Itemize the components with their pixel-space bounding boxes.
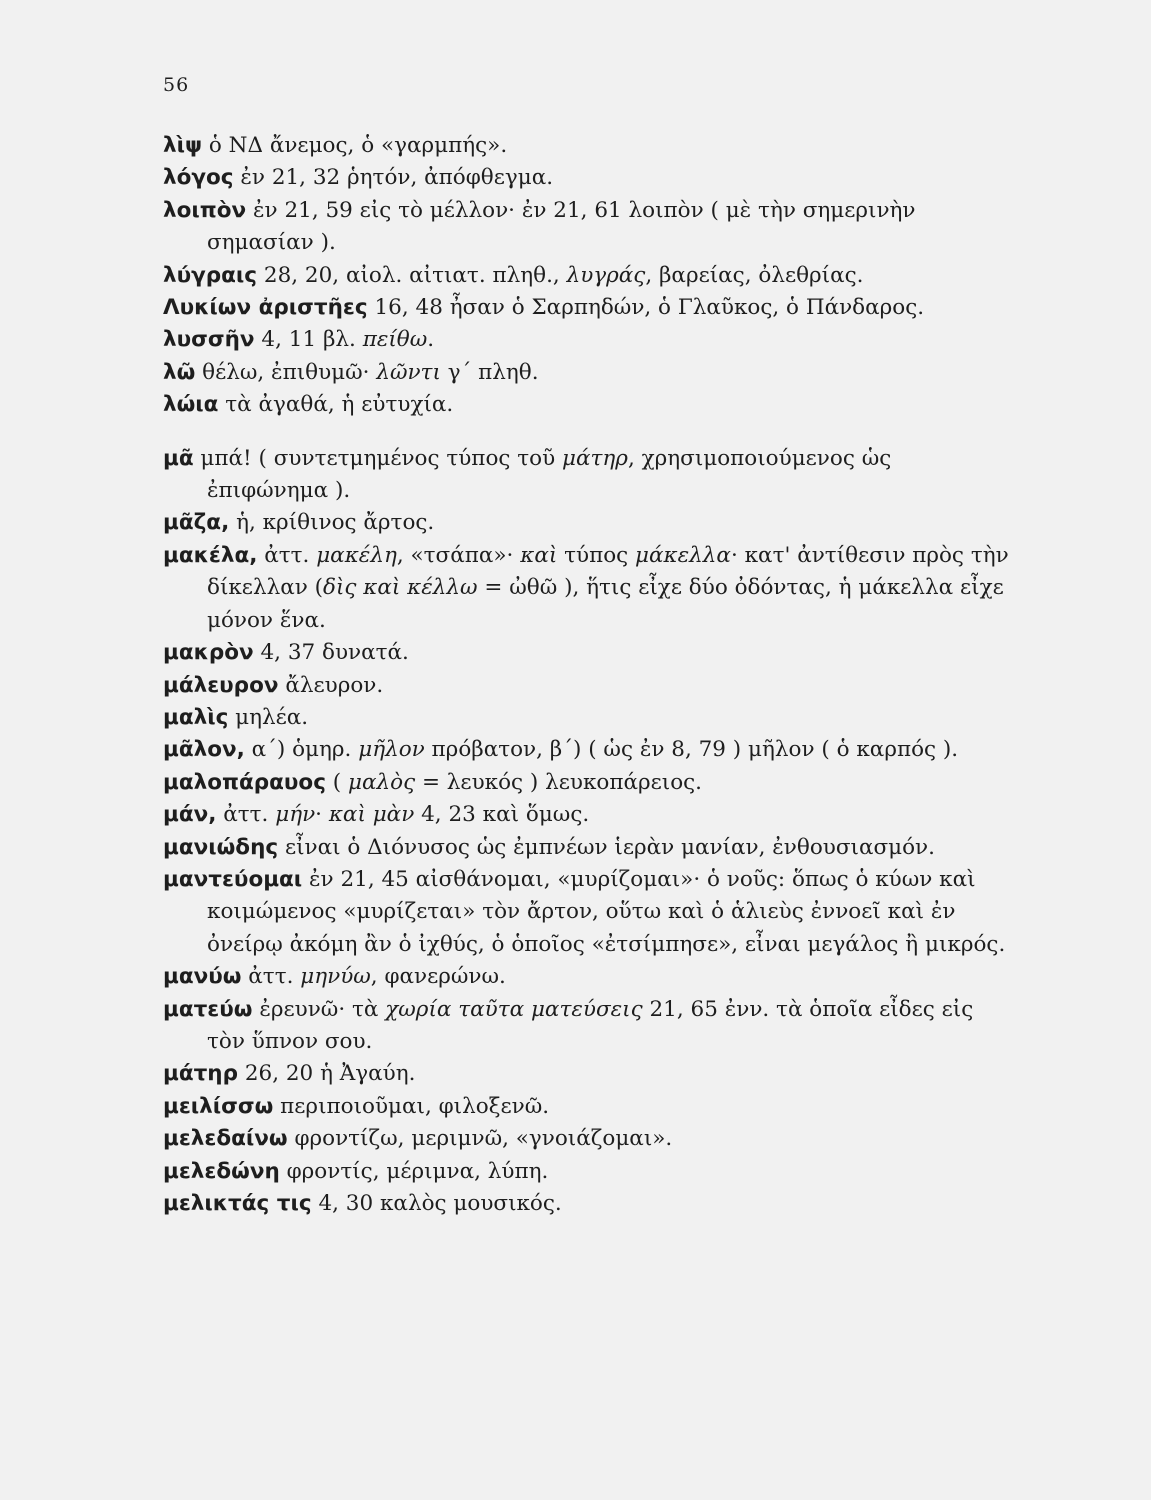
glossary-entry — [163, 734, 1013, 766]
entry-lemma: λόγος — [163, 165, 234, 191]
entry-lemma: μανιώδης — [163, 834, 279, 860]
entry-italic-term: καὶ — [520, 542, 558, 568]
glossary-entry — [163, 260, 1013, 292]
entry-definition: φροντίς, μέριμνα, λύπη. — [279, 1158, 549, 1184]
entry-definition: 21, 65 ἐνν. τὰ ὁποῖα εἶδες εἰς τὸν ὕπνον σου. — [207, 996, 974, 1054]
entry-lemma: ματεύω — [163, 996, 253, 1022]
glossary-entry — [163, 195, 1013, 260]
entry-definition: πρόβατον, β΄) ( ὡς ἐν 8, 79 ) μῆλον ( ὁ καρπός ). — [424, 737, 959, 763]
entry-definition: μπά! ( συντετμημένος τύπος τοῦ — [193, 445, 563, 471]
glossary-entry — [163, 961, 1013, 993]
entry-lemma: μαλὶς — [163, 704, 229, 730]
entry-definition: ἀττ. — [257, 542, 317, 568]
glossary-entry — [163, 832, 1013, 864]
glossary-entry — [163, 443, 1013, 508]
entry-lemma: μᾶζα, — [163, 510, 230, 536]
entry-lemma: μάν, — [163, 802, 217, 828]
glossary-entry — [163, 324, 1013, 356]
entry-lemma: λὶψ — [163, 133, 203, 158]
glossary-entry — [163, 1188, 1013, 1220]
entry-definition: ( — [325, 769, 349, 795]
glossary-entry — [163, 292, 1013, 324]
entry-lemma: μακέλα, — [163, 542, 258, 568]
entry-lemma: μᾶ — [163, 445, 194, 471]
entry-lemma: μακρὸν — [163, 640, 254, 666]
entry-lemma: μᾶλον, — [163, 737, 245, 763]
entry-lemma: μελικτάς τις — [163, 1191, 312, 1216]
entry-definition: θέλω, ἐπιθυμῶ· — [195, 359, 377, 385]
entry-definition: ἄλευρον. — [278, 672, 384, 698]
entry-definition: εἶναι ὁ Διόνυσος ὡς ἐμπνέων ἱερὰν μανίαν, ἐνθουσιασμόν. — [278, 834, 935, 860]
entry-definition: ἀττ. — [241, 964, 301, 990]
entry-lemma: μανύω — [163, 964, 242, 990]
glossary-entry — [163, 540, 1013, 637]
entry-italic-term: δὶς καὶ κέλλω — [323, 575, 478, 601]
entry-definition: , βαρείας, ὀλεθρίας. — [645, 262, 864, 288]
glossary-entry — [163, 637, 1013, 669]
entry-definition: μηλέα. — [228, 704, 309, 730]
entry-definition: . — [427, 327, 435, 353]
entry-italic-term: μάκελλα — [635, 542, 731, 568]
glossary-entry — [163, 357, 1013, 389]
entry-definition: 16, 48 ἦσαν ὁ Σαρπηδών, ὁ Γλαῦκος, ὁ Πάνδαρος. — [367, 295, 925, 321]
entry-lemma: μελεδώνη — [163, 1158, 280, 1184]
glossary-entry — [163, 799, 1013, 831]
entry-definition: 28, 20, αἰολ. αἰτιατ. πληθ., — [257, 262, 567, 288]
glossary-entry — [163, 670, 1013, 702]
entry-definition: α΄) ὁμηρ. — [244, 737, 359, 763]
entry-definition: = λευκός ) λευκοπάρειος. — [415, 769, 703, 795]
entry-lemma: λώια — [163, 392, 219, 418]
entry-definition: ἐν 21, 32 ῥητόν, ἀπόφθεγμα. — [233, 165, 554, 191]
entry-lemma: Λυκίων ἀριστῆες — [163, 295, 368, 321]
glossary-entry — [163, 1123, 1013, 1155]
entry-lemma: λύγραις — [163, 262, 258, 288]
glossary-entry — [163, 389, 1013, 421]
entry-definition: , «τσάπα»· — [396, 542, 521, 568]
entry-definition: ἐν 21, 59 εἰς τὸ μέλλον· ἐν 21, 61 λοιπὸν ( μὲ τὴν σημερινὴν σημασίαν ). — [207, 197, 916, 256]
entry-definition: φροντίζω, μεριμνῶ, «γνοιάζομαι». — [287, 1126, 673, 1152]
glossary-entry — [163, 767, 1013, 799]
glossary-entry — [163, 130, 1013, 162]
entry-definition: τὰ ἀγαθά, ἡ εὐτυχία. — [218, 392, 454, 418]
page-number: 56 — [163, 74, 190, 96]
entry-italic-term: μῆλον — [358, 737, 425, 763]
entry-definition: ἀττ. — [216, 802, 276, 828]
entry-lemma: μαντεύομαι — [163, 866, 303, 892]
entry-lemma: μελεδαίνω — [163, 1126, 288, 1152]
entry-definition: τύπος — [557, 542, 636, 568]
glossary-entry — [163, 1091, 1013, 1123]
entry-definition: ὁ ΝΔ ἄνεμος, ὁ «γαρμπής». — [202, 133, 508, 158]
entry-lemma: λῶ — [163, 359, 196, 385]
entry-definition: · — [315, 802, 329, 828]
entry-definition: = ὠθῶ ), ἥτις εἶχε δύο ὀδόντας, ἡ μάκελλα εἶχε μόνον ἕνα. — [207, 575, 1004, 633]
entry-definition: , φανερώνω. — [370, 964, 506, 990]
entry-definition: 4, 30 καλὸς μουσικός. — [311, 1191, 562, 1216]
glossary-entry — [163, 1058, 1013, 1090]
glossary-entry — [163, 994, 1013, 1059]
entry-italic-term: μήν — [275, 802, 316, 828]
glossary-entry — [163, 1156, 1013, 1188]
entry-italic-term: καὶ μὰν — [328, 802, 415, 828]
entry-definition: γ΄ πληθ. — [440, 359, 539, 385]
entry-lemma: μάτηρ — [163, 1061, 239, 1087]
entry-lemma: λοιπὸν — [163, 197, 247, 223]
entry-definition: περιποιοῦμαι, φιλοξενῶ. — [273, 1093, 550, 1119]
glossary-entries — [163, 130, 1013, 1220]
entry-definition: ἡ, κρίθινος ἄρτος. — [229, 510, 435, 536]
entry-definition: 4, 37 δυνατά. — [253, 640, 409, 666]
entry-definition: 4, 11 βλ. — [254, 327, 363, 353]
entry-definition: 4, 23 καὶ ὅμως. — [414, 802, 590, 828]
entry-lemma: μάλευρον — [163, 672, 279, 698]
glossary-entry — [163, 864, 1013, 961]
entry-definition: 26, 20 ἡ Ἀγαύη. — [238, 1061, 416, 1087]
entry-definition: · κατ' ἀντίθεσιν πρὸς τὴν δίκελλαν ( — [207, 542, 1009, 601]
entry-lemma: λυσσῆν — [163, 327, 255, 353]
entry-italic-term: λυγράς — [566, 262, 646, 288]
glossary-entry — [163, 162, 1013, 194]
entry-lemma: μαλοπάραυος — [163, 769, 326, 795]
entry-definition: , χρησιμοποιούμενος ὡς ἐπιφώνημα ). — [207, 445, 892, 504]
entry-definition: ἐρευνῶ· τὰ — [252, 996, 386, 1022]
entry-italic-term: μάτηρ — [562, 445, 628, 471]
entry-italic-term: χωρία ταῦτα ματεύσεις — [385, 996, 643, 1022]
entry-definition: ἐν 21, 45 αἰσθάνομαι, «μυρίζομαι»· ὁ νοῦς: ὅπως ὁ κύων καὶ κοιμώμενος «μυρίζεται» τὸν ἄρτον, οὕτω καὶ ὁ ἁλιεὺς ἐννοεῖ καὶ ἐν ὀνείρῳ ἀκόμη ἂν ὁ ἰχθύς, ὁ ὁποῖος «ἐτσίμπησε», εἶναι μεγάλος ἢ μικρός. — [207, 866, 1006, 957]
entry-lemma: μειλίσσω — [163, 1093, 274, 1119]
entry-italic-term: μαλὸς — [348, 769, 416, 795]
entry-italic-term: μηνύω — [300, 964, 371, 990]
glossary-entry — [163, 507, 1013, 539]
entry-italic-term: πείθω — [362, 327, 428, 353]
entry-italic-term: μακέλη — [316, 542, 397, 568]
glossary-entry — [163, 702, 1013, 734]
entry-italic-term: λῶντι — [376, 359, 441, 385]
